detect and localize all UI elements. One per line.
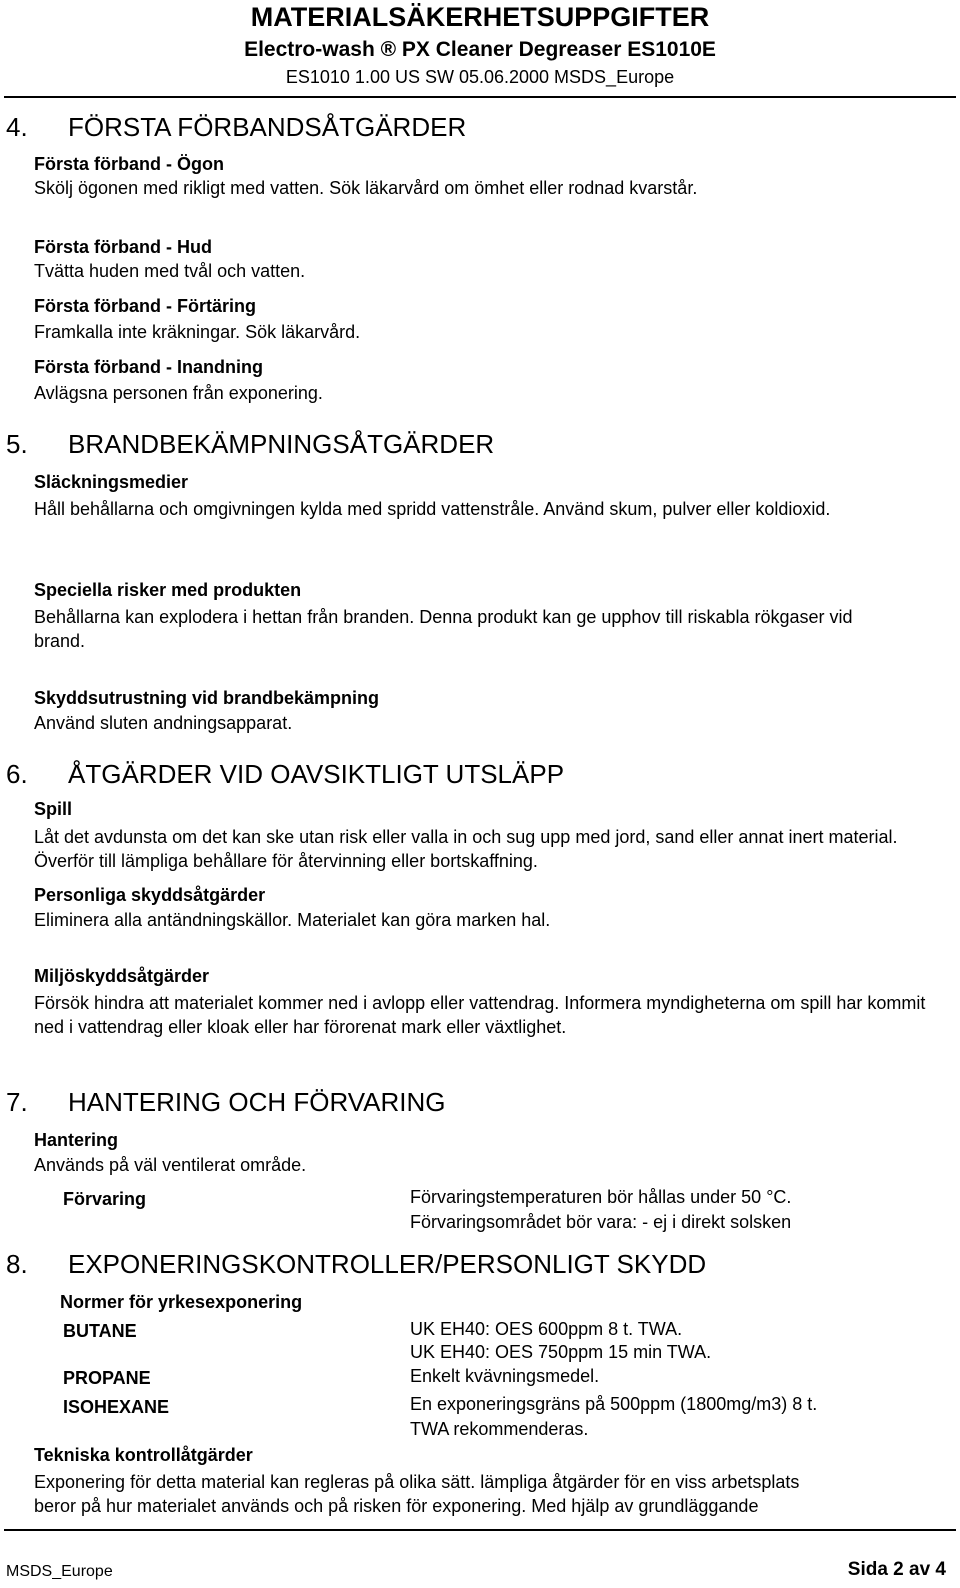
- section-title: BRANDBEKÄMPNINGSÅTGÄRDER: [68, 429, 495, 459]
- first-aid-ingestion-text: Framkalla inte kräkningar. Sök läkarvård.: [34, 322, 361, 342]
- personal-precautions-text: Eliminera alla antändningskällor. Materialet kan göra marken hal.: [34, 910, 551, 930]
- handling-text: Används på väl ventilerat område.: [34, 1155, 307, 1175]
- spill-label: Spill: [34, 799, 73, 819]
- special-hazards-text: Behållarna kan explodera i hettan från branden. Denna produkt kan ge upphov till riskabla rökgaser vid brand.: [34, 607, 853, 651]
- section-6-heading: [6, 759, 806, 791]
- isohexane-limit-2: TWA rekommenderas.: [410, 1419, 589, 1439]
- section-number: 5.: [6, 429, 28, 459]
- section-title: ÅTGÄRDER VID OAVSIKTLIGT UTSLÄPP: [68, 759, 565, 789]
- extinguishing-media-label: Släckningsmedier: [34, 472, 189, 492]
- section-7-heading: [6, 1087, 706, 1119]
- butane-limit-2: UK EH40: OES 750ppm 15 min TWA.: [410, 1342, 712, 1362]
- footer-rule: [4, 1529, 956, 1531]
- personal-precautions-label: Personliga skyddsåtgärder: [34, 885, 266, 905]
- environmental-precautions-text: Försök hindra att materialet kommer ned i avlopp eller vattendrag. Informera myndigheterna om spill har kommit ned i vattendrag eller kloak eller har förorenat mark eller växtlighet.: [34, 993, 926, 1037]
- isohexane-label: ISOHEXANE: [63, 1397, 170, 1417]
- first-aid-ingestion-label: Första förband - Förtäring: [34, 296, 256, 316]
- fire-equipment-label: Skyddsutrustning vid brandbekämpning: [34, 688, 380, 708]
- section-title: EXPONERINGSKONTROLLER/PERSONLIGT SKYDD: [68, 1249, 707, 1279]
- first-aid-skin-label: Första förband - Hud: [34, 237, 212, 257]
- special-hazards-label: Speciella risker med produkten: [34, 580, 302, 600]
- handling-label: Hantering: [34, 1130, 119, 1150]
- storage-label: Förvaring: [63, 1189, 147, 1209]
- extinguishing-media-text: Håll behållarna och omgivningen kylda med spridd vattenstråle. Använd skum, pulver eller koldioxid.: [34, 499, 831, 519]
- propane-label: PROPANE: [63, 1368, 151, 1388]
- section-number: 6.: [6, 759, 28, 789]
- engineering-controls-text-1: Exponering för detta material kan regleras på olika sätt. lämpliga åtgärder för en viss arbetsplats: [34, 1472, 800, 1492]
- section-4-heading: [6, 112, 706, 144]
- section-number: 8.: [6, 1249, 28, 1279]
- first-aid-skin-text: Tvätta huden med tvål och vatten.: [34, 261, 306, 281]
- first-aid-inhalation-label: Första förband - Inandning: [34, 357, 263, 377]
- section-title: FÖRSTA FÖRBANDSÅTGÄRDER: [68, 112, 467, 142]
- exposure-norms-label: Normer för yrkesexponering: [60, 1292, 303, 1312]
- section-8-heading: [6, 1249, 906, 1281]
- section-title: HANTERING OCH FÖRVARING: [68, 1087, 446, 1117]
- footer-document-id: MSDS_Europe: [6, 1563, 113, 1580]
- fire-equipment-text: Använd sluten andningsapparat.: [34, 713, 293, 733]
- section-number: 7.: [6, 1087, 28, 1117]
- storage-text-2: Förvaringsområdet bör vara: - ej i direkt solsken: [410, 1212, 792, 1232]
- first-aid-eyes-label: Första förband - Ögon: [34, 154, 224, 174]
- butane-limit-1: UK EH40: OES 600ppm 8 t. TWA.: [410, 1319, 683, 1339]
- engineering-controls-text-2: beror på hur materialet används och på risken för exponering. Med hjälp av grundläggande: [34, 1496, 759, 1516]
- first-aid-inhalation-text: Avlägsna personen från exponering.: [34, 383, 323, 403]
- isohexane-limit-1: En exponeringsgräns på 500ppm (1800mg/m3) 8 t.: [410, 1394, 818, 1414]
- section-number: 4.: [6, 112, 28, 142]
- product-name: Electro-wash ® PX Cleaner Degreaser ES1010E: [244, 38, 716, 61]
- butane-label: BUTANE: [63, 1321, 137, 1341]
- section-5-heading: [6, 429, 706, 461]
- propane-limit: Enkelt kvävningsmedel.: [410, 1366, 600, 1386]
- page-number: Sida 2 av 4: [847, 1559, 946, 1580]
- document-title: MATERIALSÄKERHETSUPPGIFTER: [250, 2, 710, 32]
- environmental-precautions-label: Miljöskyddsåtgärder: [34, 966, 210, 986]
- storage-text-1: Förvaringstemperaturen bör hållas under 50 °C.: [410, 1187, 792, 1207]
- document-code: ES1010 1.00 US SW 05.06.2000 MSDS_Europe: [285, 67, 675, 87]
- spill-text: Låt det avdunsta om det kan ske utan risk eller valla in och sug upp med jord, sand eller annat inert material. Överför till lämpliga behållare för återvinning eller bortskaffning.: [34, 827, 898, 871]
- engineering-controls-label: Tekniska kontrollåtgärder: [34, 1445, 253, 1465]
- header-rule: [4, 96, 956, 98]
- first-aid-eyes-text: Skölj ögonen med rikligt med vatten. Sök läkarvård om ömhet eller rodnad kvarstår.: [34, 178, 698, 198]
